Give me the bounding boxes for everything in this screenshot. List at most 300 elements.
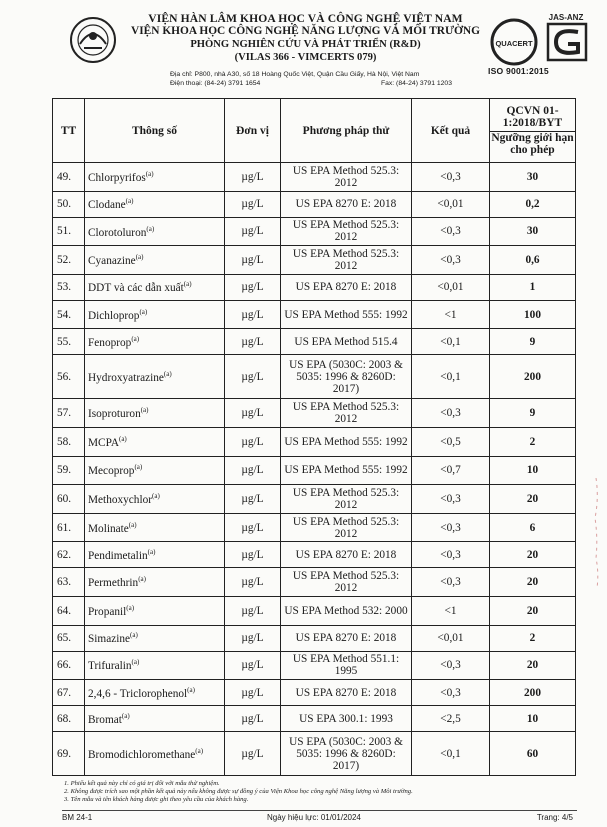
accreditation-mark: (a) (135, 253, 144, 262)
result-value-text: <0,3 (440, 492, 461, 505)
test-method (281, 456, 412, 485)
result-value (412, 680, 490, 706)
test-method (281, 217, 412, 246)
row-number (53, 274, 85, 300)
accreditation-mark: (a) (118, 434, 127, 443)
parameter-name (85, 246, 225, 275)
limit-value-text: 20 (526, 492, 539, 505)
unit-text: µg/L (241, 335, 264, 348)
row-number-text: 60. (57, 492, 72, 505)
limit-value-text: 2 (529, 632, 536, 645)
result-value-text: <0,3 (440, 576, 461, 589)
test-method (281, 191, 412, 217)
parameter-name (85, 732, 225, 776)
row-number (53, 680, 85, 706)
table-row (53, 651, 576, 680)
row-number-text: 61. (57, 521, 72, 534)
table-row (53, 485, 576, 514)
test-method (281, 651, 412, 680)
unit-text: µg/L (241, 308, 264, 321)
result-value-text: <2,5 (440, 712, 461, 725)
standard-limit-label: Ngưỡng giới hạn cho phép (491, 132, 574, 156)
unit (225, 329, 281, 355)
parameter-name (85, 274, 225, 300)
limit-value-text: 0,6 (525, 253, 540, 266)
row-number (53, 542, 85, 568)
limit-value (490, 596, 576, 625)
iso-label: ISO 9001:2015 (488, 66, 549, 76)
note-1: 1. Phiếu kết quả này chỉ có giá trị đối với mẫu thử nghiệm. (64, 780, 220, 787)
unit (225, 427, 281, 456)
unit (225, 651, 281, 680)
parameter-name-text: MCPA (88, 436, 119, 449)
note-2: 2. Không được trích sao một phần kết quả này nếu không được sự đồng ý của Viện Khoa học công nghệ Năng lượng và Môi trường. (64, 788, 413, 796)
unit (225, 191, 281, 217)
limit-value (490, 300, 576, 329)
accreditation-mark: (a) (139, 307, 148, 316)
test-method (281, 513, 412, 542)
parameter-name (85, 596, 225, 625)
parameter-name (85, 651, 225, 680)
unit (225, 485, 281, 514)
accreditation-mark: (a) (152, 492, 160, 501)
test-method-text: US EPA Method 515.4 (294, 335, 398, 348)
parameter-name (85, 427, 225, 456)
result-value (412, 300, 490, 329)
test-method-text: US EPA Method 551.1: 1995 (292, 653, 400, 678)
unit (225, 456, 281, 485)
limit-value-text: 30 (526, 225, 539, 238)
limit-value (490, 732, 576, 776)
unit (225, 732, 281, 776)
note-3: 3. Tên mẫu và tên khách hàng được ghi theo yêu cầu của khách hàng. (64, 796, 249, 804)
row-number-text: 49. (57, 170, 72, 183)
parameter-name (85, 191, 225, 217)
row-number-text: 59. (57, 464, 72, 477)
result-value-text: <0,3 (440, 521, 461, 534)
parameter-name-text: Dichloprop (88, 309, 140, 322)
result-value (412, 329, 490, 355)
result-value-text: <0,7 (440, 464, 461, 477)
table-header-row (53, 99, 576, 163)
document-header (128, 12, 483, 64)
accreditation-mark: (a) (147, 547, 156, 556)
row-number-text: 53. (57, 281, 72, 294)
standard-name: QCVN 01-1:2018/BYT (490, 105, 575, 132)
accreditation-mark: (a) (138, 575, 146, 584)
test-method-text: US EPA 8270 E: 2018 (295, 632, 397, 645)
row-number (53, 596, 85, 625)
accreditation-mark: (a) (140, 406, 149, 415)
unit-text: µg/L (241, 686, 264, 699)
test-method-text: US EPA 300.1: 1993 (299, 712, 393, 725)
result-value (412, 596, 490, 625)
footer-divider (62, 810, 577, 811)
row-number-text: 57. (57, 407, 72, 420)
unit-text: µg/L (241, 659, 264, 672)
parameter-name (85, 300, 225, 329)
row-number-text: 69. (57, 747, 72, 760)
limit-value-text: 2 (529, 435, 536, 448)
result-value (412, 456, 490, 485)
parameter-name (85, 680, 225, 706)
parameter-name (85, 485, 225, 514)
test-method-text: US EPA Method 525.3: 2012 (292, 219, 400, 244)
unit-text: µg/L (241, 225, 264, 238)
result-value (412, 706, 490, 732)
unit (225, 274, 281, 300)
result-value (412, 732, 490, 776)
limit-value-text: 200 (524, 370, 541, 383)
header-standard (490, 99, 576, 163)
unit-text: µg/L (241, 632, 264, 645)
table-row (53, 625, 576, 651)
row-number-text: 55. (57, 335, 72, 348)
limit-value (490, 542, 576, 568)
parameter-name-text: Trifuralin (88, 660, 132, 673)
test-method (281, 427, 412, 456)
table-row (53, 246, 576, 275)
limit-value (490, 485, 576, 514)
limit-value (490, 163, 576, 192)
row-number-text: 54. (57, 308, 72, 321)
parameter-name-text: DDT và các dẫn xuất (88, 282, 184, 295)
row-number (53, 191, 85, 217)
institute-logo (58, 14, 128, 66)
test-method-text: US EPA Method 525.3: 2012 (292, 401, 400, 426)
row-number (53, 513, 85, 542)
unit-text: µg/L (241, 521, 264, 534)
test-method (281, 732, 412, 776)
header-unit: Đơn vị (225, 99, 281, 163)
results-table (52, 98, 576, 776)
form-code: BM 24-1 (62, 813, 93, 822)
footnotes (64, 780, 413, 805)
unit-text: µg/L (241, 492, 264, 505)
header-tt: TT (53, 99, 85, 163)
limit-value-text: 20 (526, 604, 539, 617)
quacert-text: QUACERT (495, 39, 533, 48)
row-number-text: 64. (57, 604, 72, 617)
table-row (53, 427, 576, 456)
department-name: PHÒNG NGHIÊN CỨU VÀ PHÁT TRIỂN (R&D) (190, 39, 421, 50)
result-value (412, 274, 490, 300)
accreditation-mark: (a) (131, 658, 140, 667)
parameter-name-text: Clorotoluron (88, 226, 147, 239)
limit-value-text: 9 (529, 335, 536, 348)
test-method-text: US EPA 8270 E: 2018 (295, 198, 397, 211)
row-number-text: 63. (57, 576, 72, 589)
row-number-text: 56. (57, 370, 72, 383)
result-value-text: <0,3 (440, 170, 461, 183)
row-number (53, 485, 85, 514)
unit-text: µg/L (241, 281, 264, 294)
test-method-text: US EPA Method 525.3: 2012 (292, 570, 400, 595)
contact-info (170, 70, 490, 88)
parameter-name-text: 2,4,6 - Triclorophenol (88, 687, 188, 700)
row-number-text: 65. (57, 632, 72, 645)
limit-value (490, 651, 576, 680)
row-number (53, 625, 85, 651)
result-value (412, 485, 490, 514)
limit-value (490, 427, 576, 456)
limit-value (490, 355, 576, 399)
accreditation-mark: (a) (134, 463, 143, 472)
test-method-text: US EPA Method 555: 1992 (284, 308, 408, 321)
parameter-name (85, 355, 225, 399)
row-number-text: 58. (57, 435, 72, 448)
unit (225, 355, 281, 399)
row-number (53, 246, 85, 275)
accreditation-mark: (a) (195, 746, 204, 755)
test-method-text: US EPA Method 555: 1992 (284, 435, 408, 448)
parameter-name (85, 568, 225, 597)
table-row (53, 274, 576, 300)
limit-value-text: 100 (524, 308, 541, 321)
parameter-name (85, 706, 225, 732)
test-method (281, 300, 412, 329)
accreditation-mark: (a) (187, 685, 195, 694)
row-number (53, 399, 85, 428)
parameter-name-text: Simazine (88, 632, 131, 645)
effective-date: Ngày hiệu lực: 01/01/2024 (267, 813, 361, 822)
accreditation-mark: (a) (146, 224, 155, 233)
limit-value (490, 680, 576, 706)
result-value (412, 625, 490, 651)
unit-text: µg/L (241, 407, 264, 420)
fax: Fax: (84-24) 3791 1203 (380, 80, 452, 87)
result-value (412, 163, 490, 192)
table-row (53, 596, 576, 625)
test-method (281, 706, 412, 732)
table-row (53, 399, 576, 428)
parameter-name-text: Molinate (88, 522, 129, 535)
row-number (53, 355, 85, 399)
test-method-text: US EPA Method 532: 2000 (284, 604, 408, 617)
result-value-text: <0,3 (440, 253, 461, 266)
limit-value (490, 246, 576, 275)
table-row (53, 300, 576, 329)
parameter-name (85, 625, 225, 651)
result-value (412, 191, 490, 217)
parameter-name-text: Clodane (88, 198, 126, 211)
unit-text: µg/L (241, 604, 264, 617)
result-value-text: <0,3 (440, 407, 461, 420)
test-method (281, 485, 412, 514)
limit-value-text: 200 (524, 686, 541, 699)
row-number-text: 67. (57, 686, 72, 699)
unit (225, 706, 281, 732)
test-method (281, 568, 412, 597)
result-value-text: <1 (444, 308, 457, 321)
limit-value (490, 456, 576, 485)
test-method (281, 274, 412, 300)
row-number-text: 66. (57, 659, 72, 672)
result-value-text: <1 (444, 604, 457, 617)
test-method-text: US EPA Method 525.3: 2012 (292, 164, 400, 189)
accreditation-mark: (a) (121, 711, 130, 720)
accreditation-mark: (a) (145, 169, 154, 178)
certification-logo (486, 10, 590, 74)
result-value (412, 568, 490, 597)
parameter-name (85, 163, 225, 192)
table-row (53, 542, 576, 568)
row-number-text: 51. (57, 225, 72, 238)
result-value-text: <0,5 (440, 435, 461, 448)
limit-value (490, 568, 576, 597)
limit-value-text: 20 (526, 576, 539, 589)
table-row (53, 163, 576, 192)
page-number: Trang: 4/5 (536, 813, 573, 822)
unit-text: µg/L (241, 712, 264, 725)
test-method-text: US EPA Method 555: 1992 (284, 464, 408, 477)
limit-value-text: 10 (526, 464, 539, 477)
row-number (53, 568, 85, 597)
table-row (53, 191, 576, 217)
header-parameter: Thông số (85, 99, 225, 163)
limit-value (490, 399, 576, 428)
accreditation-mark: (a) (128, 520, 137, 529)
unit-text: µg/L (241, 198, 264, 211)
limit-value-text: 30 (526, 170, 539, 183)
parameter-name-text: Cyanazine (88, 254, 136, 267)
parameter-name (85, 513, 225, 542)
parameter-name-text: Methoxychlor (88, 493, 153, 506)
result-value-text: <0,01 (437, 198, 464, 211)
result-value-text: <0,1 (440, 370, 461, 383)
test-method (281, 542, 412, 568)
parameter-name-text: Pendimetalin (88, 549, 148, 562)
test-method (281, 163, 412, 192)
header-result: Kết quả (412, 99, 490, 163)
test-method-text: US EPA Method 525.3: 2012 (292, 515, 400, 540)
table-row (53, 355, 576, 399)
test-method (281, 246, 412, 275)
parameter-name (85, 456, 225, 485)
limit-value-text: 20 (526, 659, 539, 672)
row-number-text: 62. (57, 548, 72, 561)
accreditation-mark: (a) (126, 603, 135, 612)
unit (225, 513, 281, 542)
test-method (281, 355, 412, 399)
test-method-text: US EPA 8270 E: 2018 (295, 548, 397, 561)
test-method-text: US EPA (5030C: 2003 & 5035: 1996 & 8260D: 2017) (289, 735, 403, 772)
parameter-name (85, 399, 225, 428)
table-row (53, 680, 576, 706)
table-row (53, 732, 576, 776)
limit-value (490, 217, 576, 246)
unit-text: µg/L (241, 747, 264, 760)
limit-value-text: 20 (526, 548, 539, 561)
address: Địa chỉ: P800, nhà A30, số 18 Hoàng Quốc Việt, Quận Cầu Giấy, Hà Nội, Việt Nam (170, 71, 420, 78)
limit-value-text: 60 (526, 747, 539, 760)
test-method-text: US EPA Method 525.3: 2012 (292, 247, 400, 272)
unit (225, 568, 281, 597)
accreditation-codes: (VILAS 366 - VIMCERTS 079) (234, 52, 377, 63)
result-value-text: <0,3 (440, 686, 461, 699)
limit-value-text: 6 (529, 521, 536, 534)
header-method: Phương pháp thử (281, 99, 412, 163)
row-number (53, 732, 85, 776)
result-value (412, 355, 490, 399)
parameter-name-text: Mecoprop (88, 465, 135, 478)
parameter-name-text: Bromat (88, 713, 122, 726)
unit-text: µg/L (241, 253, 264, 266)
phone: Điện thoại: (84-24) 3791 1654 (170, 80, 261, 87)
limit-value (490, 625, 576, 651)
limit-value (490, 191, 576, 217)
result-value-text: <0,3 (440, 225, 461, 238)
row-number (53, 456, 85, 485)
parameter-name-text: Permethrin (88, 577, 139, 590)
limit-value-text: 1 (529, 281, 536, 294)
unit (225, 246, 281, 275)
limit-value-text: 9 (529, 407, 536, 420)
accreditation-mark: (a) (125, 197, 134, 206)
result-value (412, 399, 490, 428)
result-value-text: <0,01 (437, 281, 464, 294)
table-row (53, 513, 576, 542)
unit (225, 217, 281, 246)
test-method-text: US EPA 8270 E: 2018 (295, 686, 397, 699)
limit-value (490, 706, 576, 732)
unit-text: µg/L (241, 370, 264, 383)
result-value (412, 542, 490, 568)
table-row (53, 706, 576, 732)
unit (225, 625, 281, 651)
unit-text: µg/L (241, 435, 264, 448)
jas-anz-text: JAS-ANZ (548, 13, 584, 22)
limit-value (490, 274, 576, 300)
pen-mark (593, 478, 601, 588)
test-method-text: US EPA 8270 E: 2018 (295, 281, 397, 294)
unit (225, 163, 281, 192)
limit-value-text: 10 (526, 712, 539, 725)
unit (225, 399, 281, 428)
result-value-text: <0,1 (440, 335, 461, 348)
result-value (412, 246, 490, 275)
test-method (281, 680, 412, 706)
parameter-name-text: Hydroxyatrazine (88, 371, 164, 384)
unit (225, 300, 281, 329)
test-method (281, 596, 412, 625)
table-row (53, 568, 576, 597)
row-number (53, 300, 85, 329)
unit-text: µg/L (241, 576, 264, 589)
accreditation-mark: (a) (131, 334, 140, 343)
parameter-name (85, 217, 225, 246)
row-number-text: 52. (57, 253, 72, 266)
unit-text: µg/L (241, 548, 264, 561)
row-number (53, 706, 85, 732)
row-number-text: 68. (57, 712, 72, 725)
unit-text: µg/L (241, 170, 264, 183)
parameter-name-text: Bromodichloromethane (88, 748, 196, 761)
parameter-name-text: Propanil (88, 605, 127, 618)
test-method (281, 329, 412, 355)
result-value (412, 217, 490, 246)
test-method (281, 625, 412, 651)
result-value (412, 651, 490, 680)
result-value-text: <0,1 (440, 747, 461, 760)
test-method-text: US EPA (5030C: 2003 & 5035: 1996 & 8260D: 2017) (289, 358, 403, 395)
result-value (412, 427, 490, 456)
result-value-text: <0,3 (440, 548, 461, 561)
parameter-name (85, 542, 225, 568)
parameter-name-text: Chlorpyrifos (88, 171, 146, 184)
result-value (412, 513, 490, 542)
row-number (53, 427, 85, 456)
